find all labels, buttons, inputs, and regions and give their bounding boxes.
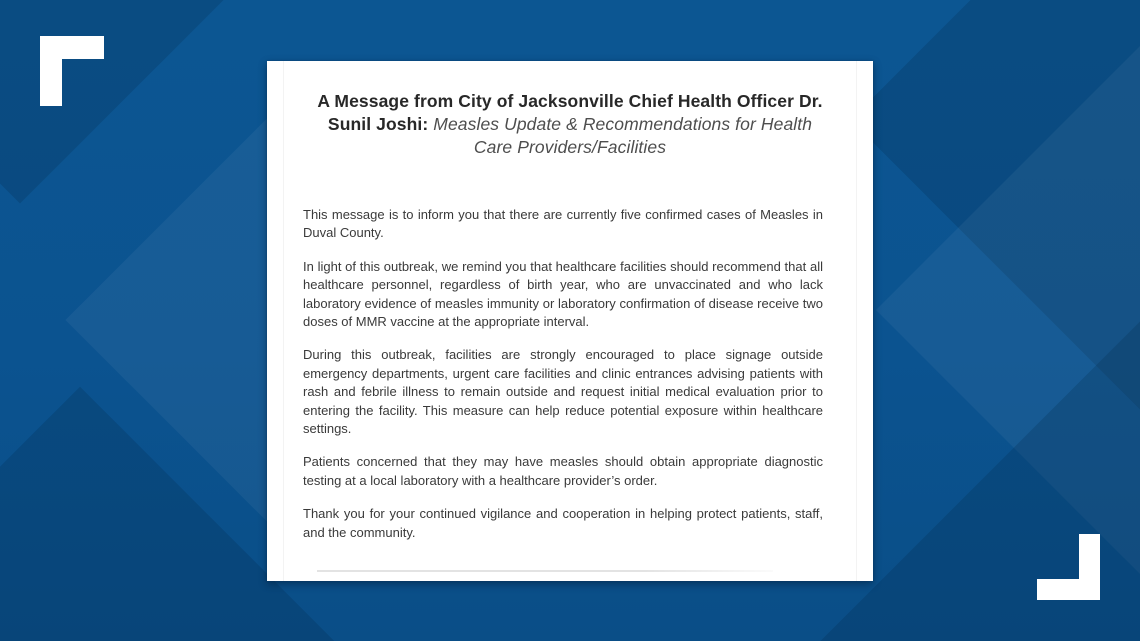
- message-body: [284, 206, 856, 572]
- message-paragraph: Thank you for your continued vigilance and cooperation in helping protect patients, staff, and the community.: [303, 506, 823, 540]
- message-card-body: [283, 61, 857, 581]
- corner-bracket-top-left: [40, 36, 104, 106]
- corner-bracket-bottom-right: [1037, 534, 1100, 600]
- message-paragraph: During this outbreak, facilities are strongly encouraged to place signage outside emergency departments, urgent care facilities and clinic entrances advising patients with rash and febrile illness to remain outside and request initial medical evaluation prior to entering the facility. This measure can help reduce potential exposure within healthcare settings.: [303, 347, 823, 437]
- message-paragraph: This message is to inform you that there are currently five confirmed cases of Measles in Duval County.: [303, 207, 823, 241]
- message-paragraph: Patients concerned that they may have measles should obtain appropriate diagnostic testing at a local laboratory with a healthcare provider’s order.: [303, 454, 823, 488]
- message-paragraph: In light of this outbreak, we remind you that healthcare facilities should recommend that all healthcare personnel, regardless of birth year, who are unvaccinated and who lack laboratory evidence of measles immunity or laboratory confirmation of disease receive two doses of MMR vaccine at the appropriate interval.: [303, 258, 823, 330]
- signature-divider: [317, 570, 773, 572]
- message-title-bold: A Message from City of Jacksonville Chief Health Officer Dr. Sunil Joshi:: [317, 91, 823, 134]
- message-title: [315, 90, 825, 159]
- message-card: [267, 61, 873, 581]
- message-title-italic: Measles Update & Recommendations for Health Care Providers/Facilities: [433, 114, 813, 157]
